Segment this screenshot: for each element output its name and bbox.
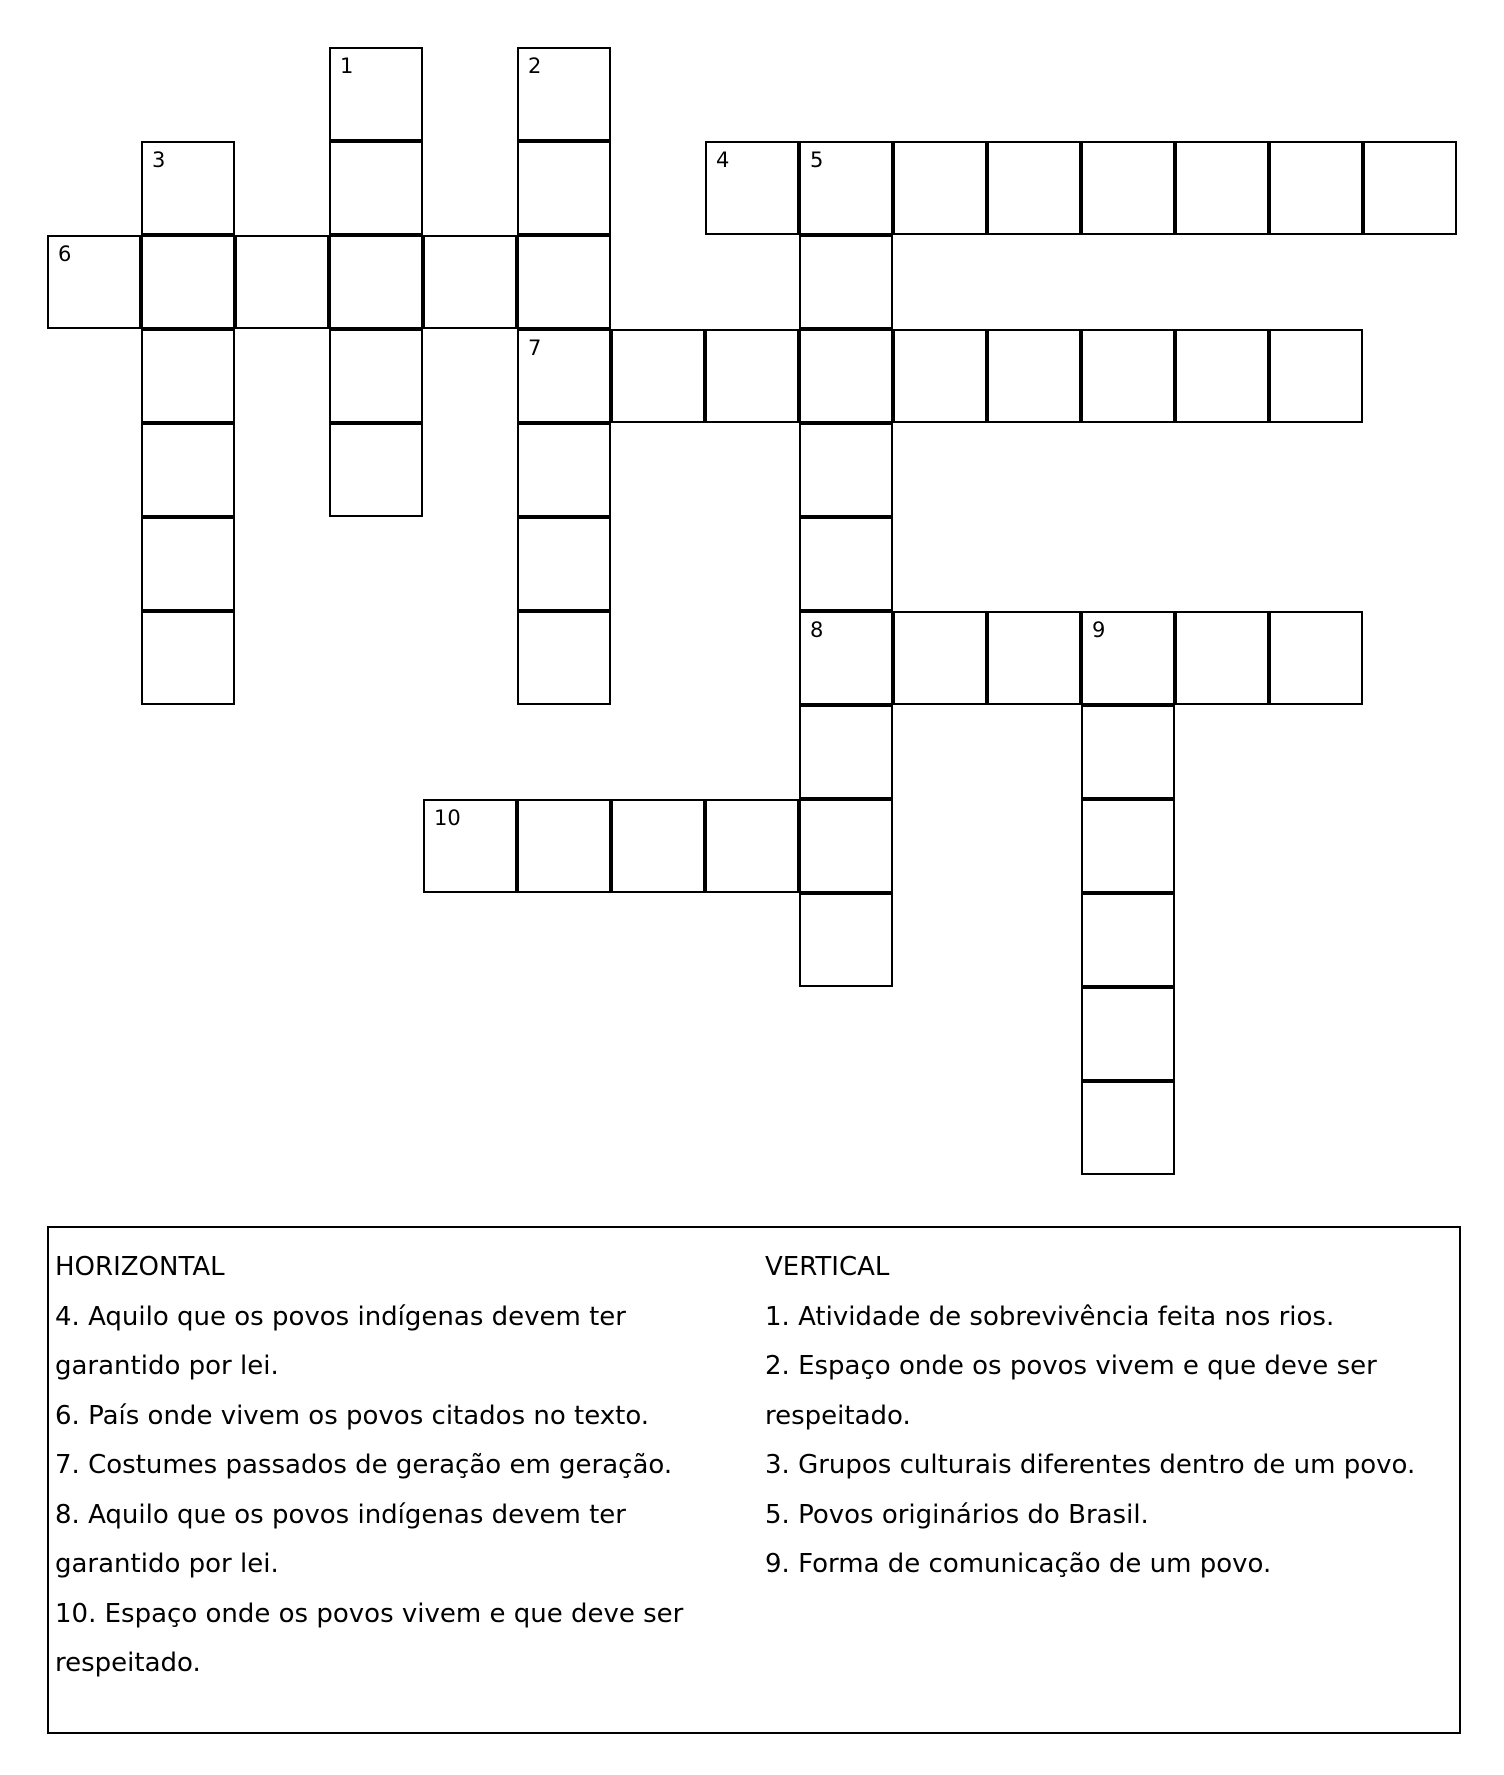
crossword-cell[interactable] bbox=[1081, 611, 1175, 705]
clue-number: 1 bbox=[340, 54, 354, 78]
crossword-cell[interactable] bbox=[1269, 329, 1363, 423]
crossword-cell[interactable] bbox=[611, 799, 705, 893]
crossword-cell[interactable] bbox=[705, 329, 799, 423]
horizontal-title: HORIZONTAL bbox=[55, 1252, 225, 1282]
crossword-cell[interactable] bbox=[141, 611, 235, 705]
crossword-cell[interactable] bbox=[235, 235, 329, 329]
clue-number: 7 bbox=[528, 336, 542, 360]
crossword-cell[interactable] bbox=[517, 611, 611, 705]
vertical-clue-line: 9. Forma de comunicação de um povo. bbox=[765, 1549, 1272, 1579]
crossword-cell[interactable] bbox=[893, 611, 987, 705]
crossword-cell[interactable] bbox=[1081, 987, 1175, 1081]
crossword-cell[interactable] bbox=[517, 329, 611, 423]
clue-number: 5 bbox=[810, 148, 824, 172]
crossword-cell[interactable] bbox=[611, 329, 705, 423]
vertical-clue-line: 5. Povos originários do Brasil. bbox=[765, 1499, 1149, 1530]
crossword-cell[interactable] bbox=[329, 141, 423, 235]
crossword-cell[interactable] bbox=[423, 235, 517, 329]
crossword-cell[interactable] bbox=[799, 517, 893, 611]
crossword-cell[interactable] bbox=[517, 235, 611, 329]
clues-box bbox=[47, 1226, 1461, 1734]
crossword-cell[interactable] bbox=[799, 705, 893, 799]
crossword-cell[interactable] bbox=[893, 329, 987, 423]
horizontal-clue-line: 8. Aquilo que os povos indígenas devem ter bbox=[55, 1499, 626, 1530]
crossword-cell[interactable] bbox=[1081, 705, 1175, 799]
clue-number: 3 bbox=[152, 148, 166, 172]
crossword-cell[interactable] bbox=[1269, 141, 1363, 235]
horizontal-clues bbox=[55, 1243, 705, 1689]
clue-number: 10 bbox=[434, 806, 461, 830]
clue-number: 9 bbox=[1092, 618, 1106, 642]
crossword-cell[interactable] bbox=[987, 329, 1081, 423]
crossword-cell[interactable] bbox=[517, 799, 611, 893]
vertical-clues bbox=[765, 1243, 1455, 1590]
crossword-cell[interactable] bbox=[1175, 141, 1269, 235]
vertical-clue-line: respeitado. bbox=[765, 1400, 911, 1431]
crossword-cell[interactable] bbox=[329, 47, 423, 141]
horizontal-clue-line: garantido por lei. bbox=[55, 1351, 279, 1381]
crossword-cell[interactable] bbox=[141, 517, 235, 611]
crossword-cell[interactable] bbox=[1081, 893, 1175, 987]
vertical-clue-line: 2. Espaço onde os povos vivem e que deve ser bbox=[765, 1351, 1377, 1381]
crossword-cell[interactable] bbox=[517, 47, 611, 141]
crossword-cell[interactable] bbox=[799, 235, 893, 329]
crossword-cell[interactable] bbox=[141, 235, 235, 329]
crossword-cell[interactable] bbox=[987, 611, 1081, 705]
crossword-cell[interactable] bbox=[1175, 329, 1269, 423]
crossword-cell[interactable] bbox=[1175, 611, 1269, 705]
vertical-clue-line: 1. Atividade de sobrevivência feita nos rios. bbox=[765, 1301, 1335, 1332]
crossword-cell[interactable] bbox=[141, 329, 235, 423]
crossword-cell[interactable] bbox=[799, 141, 893, 235]
crossword-cell[interactable] bbox=[329, 329, 423, 423]
crossword-cell[interactable] bbox=[517, 517, 611, 611]
crossword-cell[interactable] bbox=[987, 141, 1081, 235]
clue-number: 4 bbox=[716, 148, 730, 172]
vertical-clue-line: 3. Grupos culturais diferentes dentro de um povo. bbox=[765, 1450, 1416, 1480]
crossword-cell[interactable] bbox=[799, 893, 893, 987]
crossword-cell[interactable] bbox=[799, 423, 893, 517]
crossword-cell[interactable] bbox=[1081, 1081, 1175, 1175]
crossword-cell[interactable] bbox=[799, 329, 893, 423]
crossword-cell[interactable] bbox=[705, 141, 799, 235]
horizontal-clue-line: 6. País onde vivem os povos citados no texto. bbox=[55, 1400, 650, 1431]
crossword-cell[interactable] bbox=[47, 235, 141, 329]
horizontal-clue-line: 4. Aquilo que os povos indígenas devem ter bbox=[55, 1301, 626, 1332]
crossword-cell[interactable] bbox=[1081, 141, 1175, 235]
crossword-cell[interactable] bbox=[1363, 141, 1457, 235]
crossword-cell[interactable] bbox=[705, 799, 799, 893]
crossword-cell[interactable] bbox=[1081, 329, 1175, 423]
crossword-cell[interactable] bbox=[1081, 799, 1175, 893]
clue-number: 6 bbox=[58, 242, 72, 266]
crossword-cell[interactable] bbox=[423, 799, 517, 893]
horizontal-clue-line: respeitado. bbox=[55, 1648, 201, 1678]
clue-number: 2 bbox=[528, 54, 542, 78]
clue-number: 8 bbox=[810, 618, 824, 642]
horizontal-clue-line: 10. Espaço onde os povos vivem e que deve ser bbox=[55, 1598, 684, 1629]
vertical-title: VERTICAL bbox=[765, 1252, 890, 1282]
crossword-cell[interactable] bbox=[799, 799, 893, 893]
crossword-cell[interactable] bbox=[1269, 611, 1363, 705]
crossword-cell[interactable] bbox=[329, 235, 423, 329]
crossword-cell[interactable] bbox=[799, 611, 893, 705]
crossword-cell[interactable] bbox=[329, 423, 423, 517]
horizontal-clue-line: 7. Costumes passados de geração em geração. bbox=[55, 1450, 673, 1480]
crossword-cell[interactable] bbox=[517, 141, 611, 235]
crossword-cell[interactable] bbox=[141, 141, 235, 235]
horizontal-clue-line: garantido por lei. bbox=[55, 1549, 279, 1579]
crossword-cell[interactable] bbox=[141, 423, 235, 517]
crossword-cell[interactable] bbox=[893, 141, 987, 235]
crossword-cell[interactable] bbox=[517, 423, 611, 517]
